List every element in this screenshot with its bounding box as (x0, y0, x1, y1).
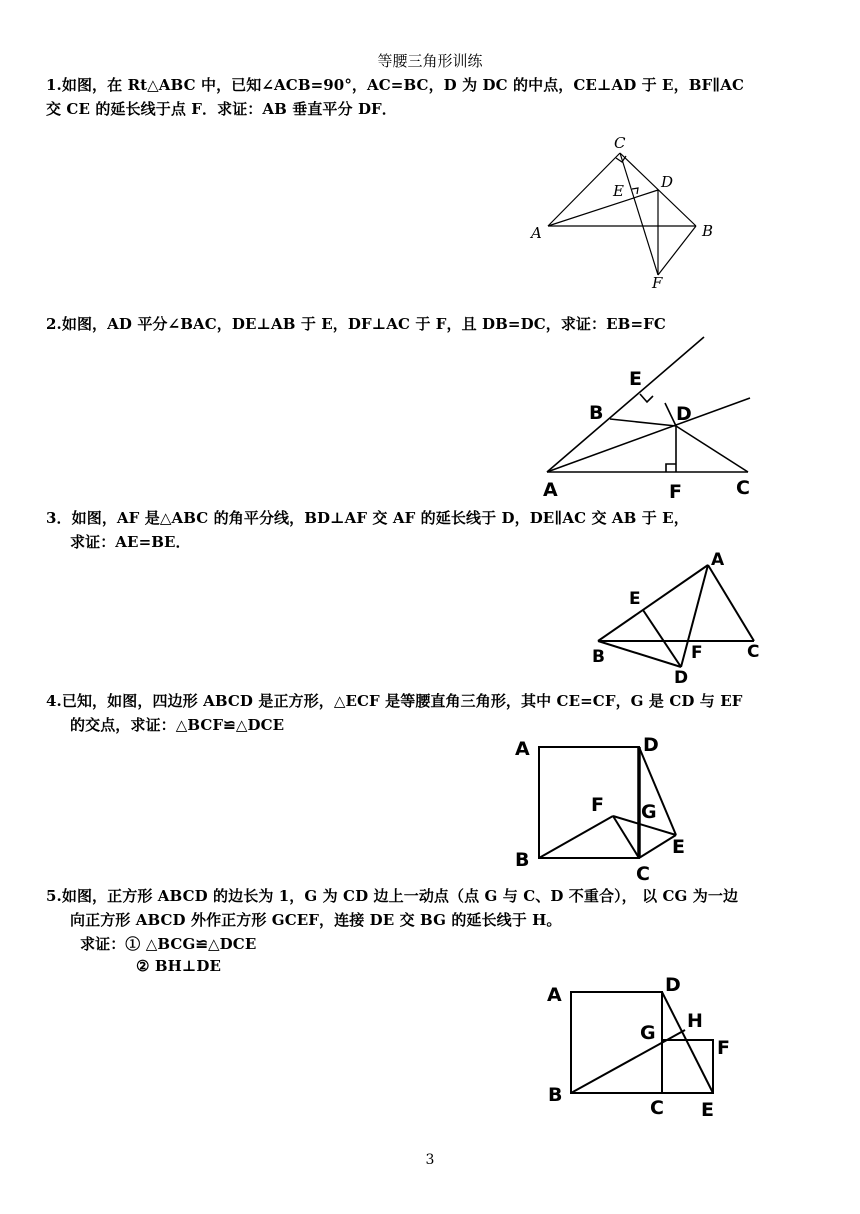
fig5-label-C: C (650, 1097, 664, 1119)
fig2-label-F: F (669, 481, 682, 503)
fig4-label-C: C (636, 863, 650, 885)
page-number: 3 (425, 1152, 435, 1168)
fig5-label-B: B (548, 1084, 563, 1106)
problem-4-line-2: 的交点，求证：△BCF≌△DCE (70, 716, 285, 734)
fig4-label-A: A (515, 738, 530, 760)
fig2-label-C: C (736, 477, 750, 499)
problem-1-line-2: 交 CE 的延长线于点 F．求证：AB 垂直平分 DF． (46, 100, 397, 118)
fig1-label-E: E (613, 182, 624, 200)
fig4-label-E: E (672, 836, 685, 858)
problem-1-line-1: 1.如图，在 Rt△ABC 中，已知∠ACB=90°，AC=BC，D 为 DC 的中点，CE⊥AD 于 E，BF∥AC (46, 76, 745, 94)
problem-2-line-1: 2.如图，AD 平分∠BAC，DE⊥AB 于 E，DF⊥AC 于 F，且 DB=DC，求证：EB=FC (46, 315, 666, 333)
figure-2 (530, 330, 760, 502)
figure-5 (540, 970, 740, 1120)
problem-5-line-4: ② BH⊥DE (136, 957, 222, 975)
fig5-label-A: A (547, 984, 562, 1006)
figure-3 (585, 550, 775, 688)
fig5-label-H: H (687, 1010, 703, 1032)
fig1-label-F: F (652, 274, 663, 292)
fig3-label-C: C (747, 642, 760, 662)
fig4-label-F: F (591, 794, 604, 816)
fig4-label-D: D (643, 734, 659, 756)
fig3-label-E: E (629, 589, 641, 609)
fig1-label-C: C (614, 134, 626, 152)
fig4-label-B: B (515, 849, 530, 871)
fig2-label-B: B (589, 402, 604, 424)
fig3-label-F: F (691, 643, 703, 663)
fig2-label-A: A (543, 479, 558, 501)
fig4-label-G: G (641, 801, 657, 823)
fig3-label-B: B (592, 647, 605, 667)
figure-1 (520, 128, 740, 293)
fig3-label-D: D (674, 668, 689, 688)
fig1-label-B: B (702, 222, 714, 240)
figure-4 (508, 730, 698, 885)
problem-3-line-1: 3．如图，AF 是△ABC 的角平分线，BD⊥AF 交 AF 的延长线于 D，DE∥AC 交 AB 于 E， (46, 509, 689, 527)
fig2-label-D: D (676, 403, 692, 425)
problem-5-line-2: 向正方形 ABCD 外作正方形 GCEF，连接 DE 交 BG 的延长线于 H。 (70, 911, 562, 929)
problem-5-line-1: 5.如图，正方形 ABCD 的边长为 1，G 为 CD 边上一动点（点 G 与 C、D 不重合）， 以 CG 为一边 (46, 887, 739, 905)
fig1-label-A: A (531, 224, 542, 242)
fig5-label-F: F (717, 1037, 730, 1059)
fig5-label-E: E (701, 1099, 714, 1121)
problem-5-line-3: 求证：① △BCG≌△DCE (80, 935, 257, 953)
fig3-label-A: A (711, 550, 725, 570)
page-title: 等腰三角形训练 (377, 52, 483, 70)
fig1-label-D: D (661, 173, 674, 191)
fig5-label-D: D (665, 974, 681, 996)
problem-3-line-2: 求证：AE=BE． (70, 533, 191, 551)
problem-4-line-1: 4.已知，如图，四边形 ABCD 是正方形，△ECF 是等腰直角三角形，其中 CE=CF，G 是 CD 与 EF (46, 692, 743, 710)
fig5-label-G: G (640, 1022, 656, 1044)
fig2-label-E: E (629, 368, 642, 390)
